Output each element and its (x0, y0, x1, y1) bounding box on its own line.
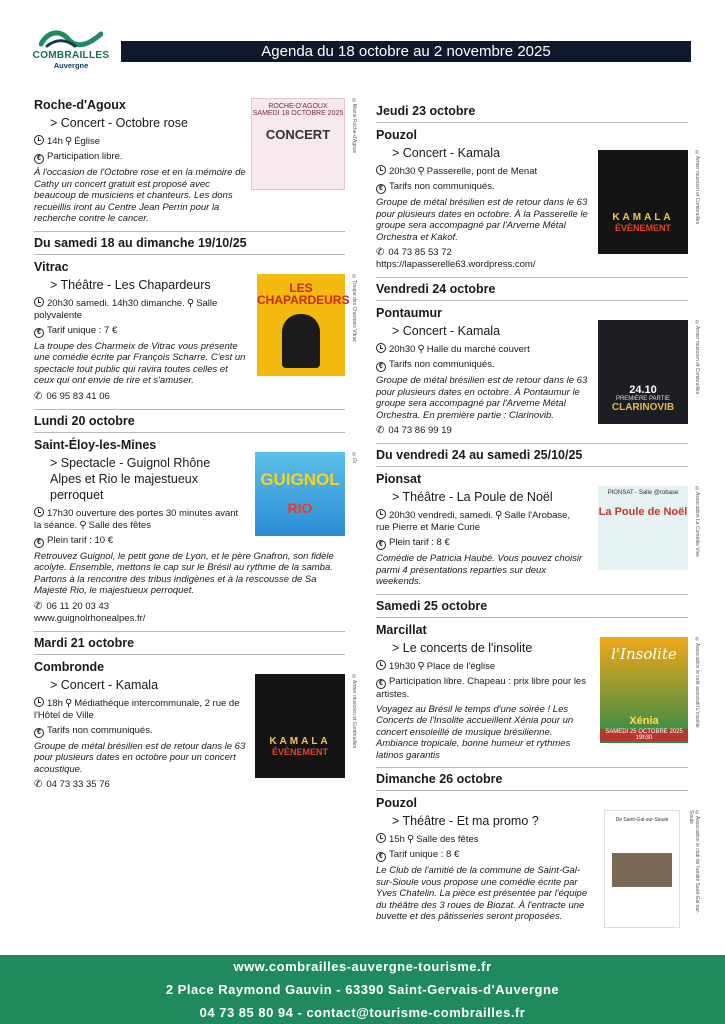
event-price-row (376, 359, 586, 372)
event-town: Saint-Éloy-les-Mines (34, 437, 157, 452)
poster-text: ROCHE-D'AGOUX (268, 103, 328, 110)
clock-icon (376, 343, 386, 353)
event-title: > Concert - Kamala (392, 324, 501, 338)
event-time-place (376, 343, 586, 356)
event-description: Groupe de métal brésilien est de retour dans le 63 pour plusieurs dates en octobre. À Pontaumur le groupe sera accompagné par l'Arverne Métal Orchestra. En première partie : Clarinovib. (376, 375, 588, 421)
event-phone[interactable]: 04 73 33 35 76 (46, 779, 110, 790)
event-place: Place de l'église (426, 660, 496, 672)
event-title: > Théâtre - La Poule de Noël (392, 490, 553, 504)
event-time: 19h30 (389, 660, 416, 672)
logo-name: COMBRAILLES (32, 50, 110, 61)
event-place: Passerelle, pont de Menat (426, 166, 538, 177)
event-time: 20h30 samedi. 14h30 dimanche. (47, 297, 185, 309)
event-time: 20h30 (389, 166, 416, 177)
event-time-place (376, 165, 586, 178)
event-price: Tarif unique : 8 € (389, 849, 460, 860)
poster-text: La Poule de Noël (598, 506, 688, 518)
photo-credit: ©Mairie Roche-d'Agoux (351, 98, 357, 154)
photo-credit: ©Association La Comédie Vive (694, 486, 700, 557)
event-phone-row (34, 601, 345, 613)
event-pionsat (376, 472, 700, 588)
poster-text: CONCERT (265, 127, 331, 142)
event-price: Tarif unique : 7 € (47, 324, 118, 336)
event-price: Plein tarif : 10 € (47, 534, 114, 546)
event-phone[interactable]: 06 11 20 03 43 (46, 600, 110, 612)
event-place: Salle des fêtes (88, 519, 151, 531)
footer-address: 2 Place Raymond Gauvin - 63390 Saint-Gervais-d'Auvergne (165, 982, 560, 997)
poster-text: LES CHAPARDEURS (257, 280, 350, 307)
event-url[interactable]: www.guignolrhonealpes.fr/ (34, 612, 146, 624)
phone-icon: ✆ (34, 390, 43, 402)
location-pin-icon: ⚲ (417, 660, 425, 672)
event-time-place (34, 297, 244, 322)
euro-icon: € (34, 538, 44, 548)
location-pin-icon: ⚲ (417, 166, 425, 177)
date-heading: Du samedi 18 au dimanche 19/10/25 (34, 231, 345, 255)
event-town: Vitrac (34, 259, 69, 274)
event-description: Comédie de Patricia Haubé. Vous pouvez choisir parmi 4 présentations reparties sur deux weekends. (376, 553, 583, 587)
event-place: Église (74, 136, 101, 147)
poster-text: Xénia (629, 714, 659, 727)
poster-poule-de-noel (598, 486, 688, 570)
event-title: > Concert - Kamala (50, 677, 159, 692)
poster-text: ÉVÈNEMENT (614, 223, 671, 233)
event-price-row (376, 537, 586, 550)
date-heading: Samedi 25 octobre (376, 594, 688, 618)
event-price-row (376, 849, 586, 862)
event-time-place (376, 509, 586, 534)
event-place: Médiathèque intercommunale, 2 rue de l'Hôtel de Ville (34, 697, 240, 721)
poster-figure (282, 314, 320, 368)
event-price-row (34, 325, 244, 338)
location-pin-icon: ⚲ (186, 297, 195, 309)
event-price-row (34, 535, 244, 548)
poster-text: CLARINOVIB (611, 402, 675, 413)
event-description: Le Club de l'amitié de la commune de Saint-Gal-sur-Sioule vous propose une comédie écrite par Yves Chatelin. La pièce est présentée par l'équipe du théâtre des 3 roues de Biozat. À l'entracte une buvette et des pâtisseries seront proposées. (376, 865, 588, 922)
event-time-place (376, 833, 586, 846)
poster-et-ma-promo (604, 810, 680, 928)
poster-text: KAMALA (269, 735, 331, 747)
euro-icon: € (376, 679, 386, 689)
location-pin-icon: ⚲ (495, 510, 503, 521)
event-town: Pouzol (376, 128, 417, 142)
poster-text: De Saint-Gal-sur-Sioule (615, 817, 669, 823)
poster-insolite (600, 637, 688, 743)
date-heading: Mardi 21 octobre (34, 631, 345, 655)
event-title: > Spectacle - Guignol Rhône Alpes et Rio le majestueux perroquet (50, 455, 211, 502)
poster-kamala (598, 150, 688, 254)
clock-icon (34, 297, 44, 307)
clock-icon (376, 660, 386, 670)
event-price: Tarifs non communiqués. (389, 359, 495, 370)
event-time: 20h30 vendredi, samedi. (389, 510, 494, 521)
euro-icon: € (376, 184, 386, 194)
event-time-place (376, 660, 586, 673)
event-vitrac (34, 259, 357, 403)
event-combronde (34, 659, 357, 792)
event-title: > Concert - Kamala (392, 146, 501, 160)
photo-credit: ©Association le club de l'amitié Saint-Gal-sur-Sioule (688, 810, 700, 914)
event-town: Roche-d'Agoux (34, 98, 126, 112)
event-town: Combronde (34, 659, 105, 674)
date-heading: Dimanche 26 octobre (376, 767, 688, 791)
phone-icon: ✆ (34, 600, 43, 612)
clock-icon (34, 507, 44, 517)
photo-credit: ©Armer musicien et Combrailles (694, 320, 700, 395)
poster-kamala-clarinovib (598, 320, 688, 424)
footer (0, 955, 725, 1024)
euro-icon: € (376, 540, 386, 550)
event-price-row (34, 151, 244, 164)
date-heading: Du vendredi 24 au samedi 25/10/25 (376, 443, 688, 467)
photo-credit: ©Gr (351, 451, 357, 464)
poster-text: ÉVÈNEMENT (271, 746, 328, 757)
event-phone-row (34, 779, 345, 791)
event-price-row (376, 181, 586, 194)
event-description: À l'occasion de l'Octobre rose et en la mémoire de Cathy un concert gratuit est proposé avec beaucoup de musiciens et chanteurs. Les dons recueillis iront au Centre Jean Perrin pour la recherche contre le cancer. (34, 167, 246, 224)
event-description: Voyagez au Brésil le temps d'une soirée ! Les Concerts de l'Insolite accueillent Xénia pour un concert ensoleillé de musique brésilienne. Ambiance tropicale, bonne humeur et rythmes latinos garantis (376, 703, 574, 761)
poster-octobre-rose (251, 98, 345, 190)
euro-icon: € (376, 852, 386, 862)
poster-text: GUIGNOL (260, 469, 340, 489)
euro-icon: € (34, 328, 44, 338)
event-phone-row (34, 391, 345, 403)
event-place: Salle polyvalente (34, 297, 218, 321)
combrailles-logo (32, 26, 110, 76)
photo-credit: ©Association le café associatif L'insolite (694, 636, 700, 728)
event-price: Plein tarif : 8 € (389, 537, 450, 548)
location-pin-icon: ⚲ (64, 697, 73, 709)
date-heading: Vendredi 24 octobre (376, 277, 688, 301)
poster-text: RIO (287, 499, 313, 516)
event-phone[interactable]: 04 73 85 53 72 (388, 247, 452, 258)
event-saint-eloy (34, 437, 357, 625)
poster-chapardeurs (257, 274, 350, 376)
event-description: Groupe de métal brésilien est de retour dans le 63 pour plusieurs dates en octobre. À la Passerelle le groupe sera accompagné par l'Arverne Métal Orchestra et Kakof. (376, 197, 588, 243)
event-place: Salle des fêtes (416, 834, 479, 845)
event-price-row (34, 725, 244, 738)
location-pin-icon: ⚲ (417, 344, 425, 355)
poster-guignol (255, 452, 345, 536)
agenda-banner: Agenda du 18 octobre au 2 novembre 2025 (121, 41, 691, 62)
poster-kamala (255, 674, 345, 778)
poster-text: 24.10 (629, 384, 657, 396)
footer-contact[interactable]: 04 73 85 80 94 - contact@tourisme-combrailles.fr (199, 1005, 526, 1020)
event-description: Groupe de métal brésilien est de retour dans le 63 pour plusieurs dates en octobre pour un concert acoustique. (34, 740, 246, 775)
right-column (376, 100, 700, 929)
event-price: Participation libre. (47, 151, 123, 162)
poster-text: SAMEDI 25 OCTOBRE 2025 19h30 (600, 729, 688, 741)
left-column (34, 98, 357, 797)
event-town: Pionsat (376, 472, 422, 486)
footer-website[interactable]: www.combrailles-auvergne-tourisme.fr (233, 959, 492, 974)
event-title: > Théâtre - Les Chapardeurs (50, 277, 211, 292)
event-roche-dagoux (34, 98, 357, 225)
date-heading: Lundi 20 octobre (34, 409, 345, 433)
photo-credit: ©Armer musicien et Combrailles (351, 673, 357, 748)
clock-icon (376, 165, 386, 175)
photo-credit: ©Troupe des Charmeix Vitrac (351, 273, 357, 342)
event-time-place (34, 697, 244, 722)
event-time: 20h30 (389, 344, 416, 355)
event-url[interactable]: https://lapasserelle63.wordpress.com/ (376, 259, 536, 270)
event-price: Tarifs non communiqués. (389, 181, 495, 192)
event-time: 15h (389, 834, 405, 845)
event-town: Marcillat (376, 622, 427, 637)
event-title: > Théâtre - Et ma promo ? (392, 814, 539, 828)
clock-icon (376, 509, 386, 519)
event-pontaumur (376, 306, 700, 437)
poster-text: l'Insolite (611, 644, 677, 663)
clock-icon (34, 697, 44, 707)
poster-text: SAMEDI 18 OCTOBRE 2025 (252, 110, 344, 117)
event-price-row (376, 676, 586, 701)
event-time: 14h (47, 136, 63, 147)
poster-text: PREMIÈRE PARTIE (615, 396, 671, 402)
location-pin-icon: ⚲ (406, 834, 415, 845)
event-time: 18h (47, 697, 63, 709)
euro-icon: € (376, 362, 386, 372)
clock-icon (376, 833, 386, 843)
event-description: Retrouvez Guignol, le petit gone de Lyon, et le père Gnafron, son fidèle acolyte. Ensemble, mettons le cap sur le Brésil au rythme de la samba. Partons à la rencontre des tribus indigènes et à la rescousse de Sa Majesté Rio, le majestueux perroquet. (34, 550, 334, 596)
logo-wave-icon (39, 26, 103, 50)
event-place: Halle du marché couvert (426, 344, 530, 355)
event-phone-row (376, 425, 688, 437)
phone-icon: ✆ (376, 425, 385, 436)
phone-icon: ✆ (376, 247, 385, 258)
event-place: Salle l'Arobase, rue Pierre et Marie Curie (376, 510, 571, 533)
event-title: > Le concerts de l'insolite (392, 640, 533, 655)
event-pouzol-kamala (376, 128, 700, 271)
event-phone[interactable]: 04 73 86 99 19 (388, 425, 452, 436)
poster-photo (612, 853, 672, 887)
poster-text: PIONSAT - Salle @robase (607, 490, 679, 496)
event-price: Participation libre. Chapeau : prix libre pour les artistes. (376, 675, 586, 700)
clock-icon (34, 135, 44, 145)
location-pin-icon: ⚲ (64, 136, 73, 147)
phone-icon: ✆ (34, 779, 43, 790)
event-title: > Concert - Octobre rose (50, 116, 188, 130)
euro-icon: € (34, 728, 44, 738)
location-pin-icon: ⚲ (79, 519, 87, 531)
event-time-place (34, 135, 244, 148)
event-town: Pontaumur (376, 306, 442, 320)
event-description: La troupe des Charmeix de Vitrac vous présente une comédie écrite par François Scharre. C'est un spectacle tout public qui ravira toutes celles et ceux qui ont envie de rire et s'amuser. (34, 340, 246, 386)
event-time-place (34, 507, 244, 532)
event-phone[interactable]: 06 95 83 41 06 (46, 390, 110, 402)
logo-sub: Auvergne (53, 61, 89, 70)
event-time: 17h30 ouverture des portes 30 minutes avant la séance. (34, 507, 239, 531)
event-marcillat (376, 622, 700, 762)
photo-credit: ©Armer musicien et Combrailles (694, 150, 700, 225)
poster-text: KAMALA (612, 212, 674, 223)
date-heading: Jeudi 23 octobre (376, 100, 688, 123)
event-pouzol-theatre (376, 796, 700, 923)
event-price: Tarifs non communiqués. (47, 724, 153, 736)
euro-icon: € (34, 154, 44, 164)
event-town: Pouzol (376, 796, 417, 810)
